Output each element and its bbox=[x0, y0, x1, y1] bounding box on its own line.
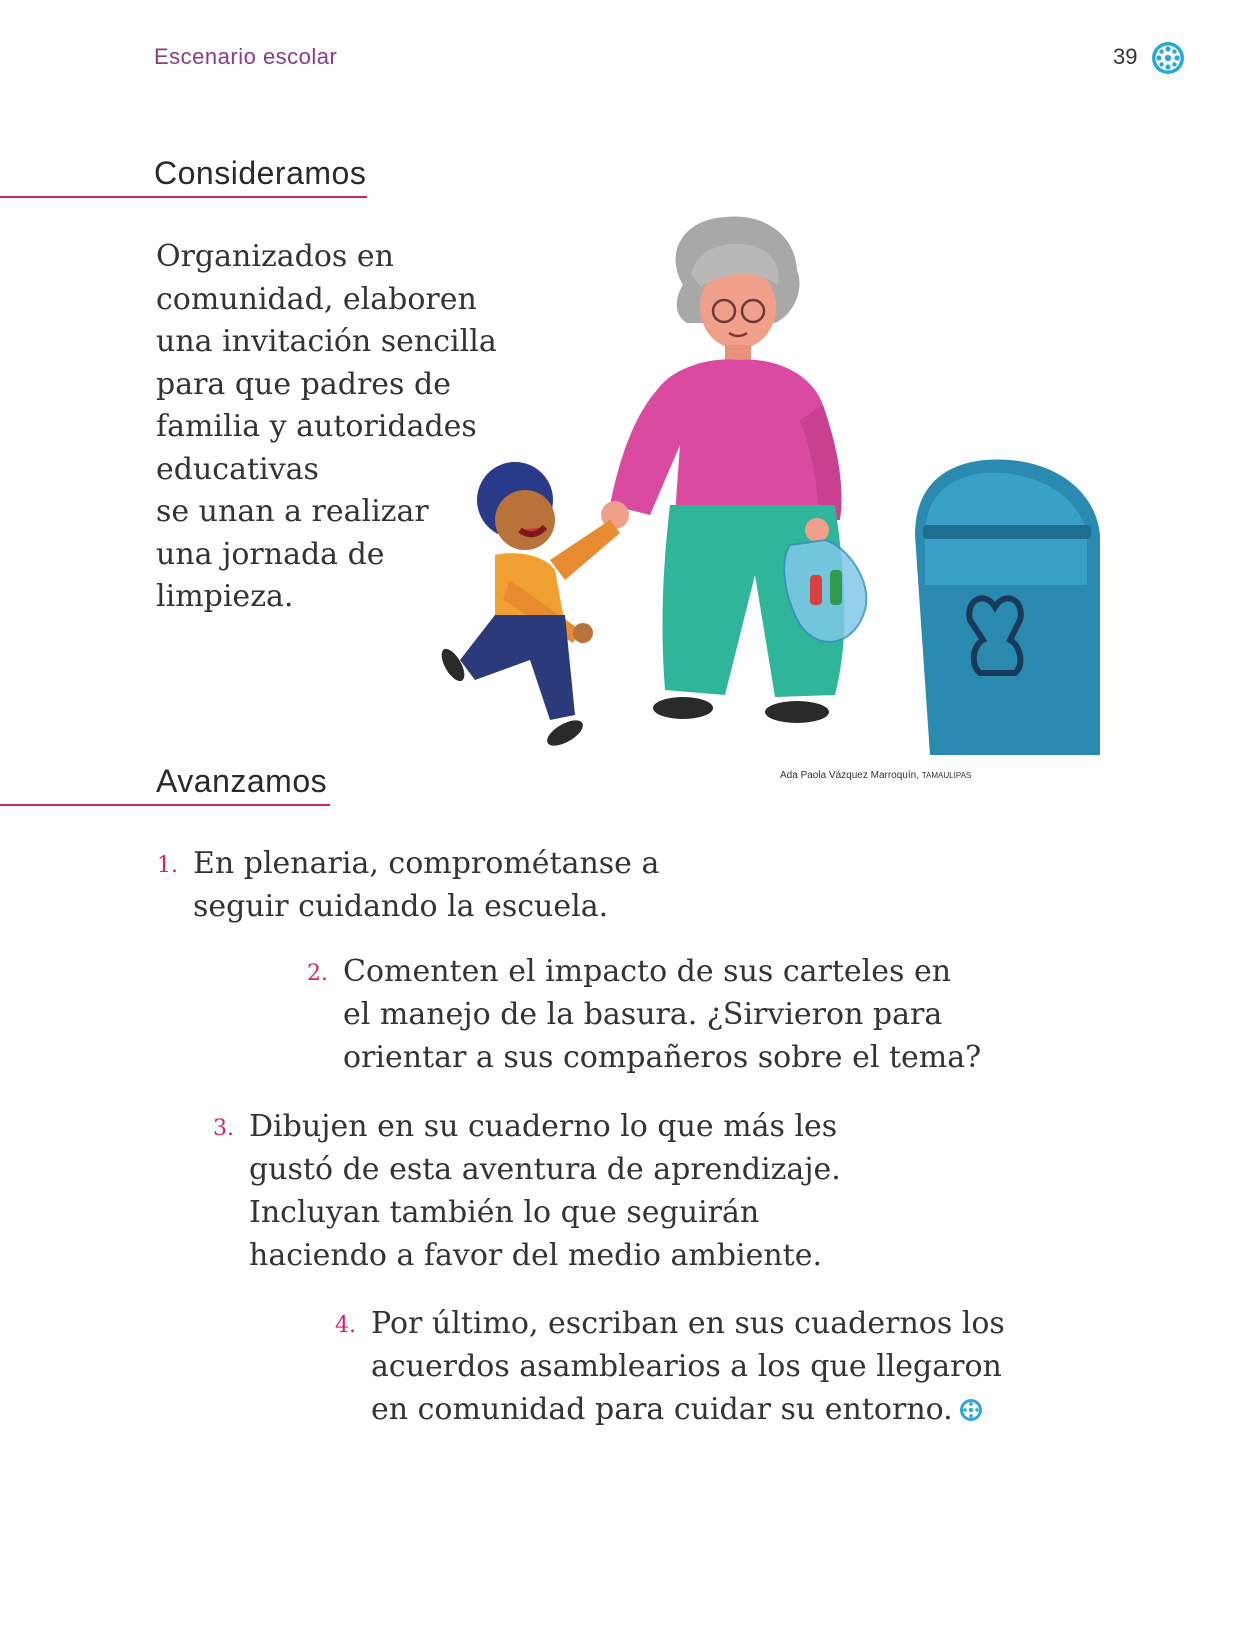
item-line: Dibujen en su cuaderno lo que más les bbox=[249, 1109, 838, 1144]
item-line: Comenten el impacto de sus carteles en bbox=[343, 954, 952, 989]
consideramos-heading: Consideramos bbox=[154, 155, 367, 191]
consideramos-rule bbox=[0, 196, 367, 198]
grandmother-figure bbox=[601, 217, 866, 723]
intro-line: una jornada de bbox=[156, 536, 385, 572]
intro-line: Organizados en bbox=[156, 239, 394, 274]
child-figure bbox=[437, 462, 620, 751]
intro-line: educativas bbox=[156, 451, 319, 487]
avanzamos-rule bbox=[0, 804, 330, 806]
activity-item-4 bbox=[335, 1302, 1005, 1431]
item-line: en comunidad para cuidar su entorno. bbox=[371, 1392, 953, 1427]
illustration-credit bbox=[780, 770, 971, 781]
intro-line: limpieza. bbox=[156, 579, 294, 614]
page-number: 39 bbox=[1113, 44, 1138, 69]
item-line: gustó de esta aventura de aprendizaje. bbox=[249, 1152, 841, 1187]
flower-badge-icon bbox=[1150, 40, 1186, 76]
item-line: orientar a sus compañeros sobre el tema? bbox=[343, 1040, 982, 1075]
avanzamos-heading: Avanzamos bbox=[156, 763, 328, 799]
activity-item-3 bbox=[213, 1105, 841, 1277]
item-number: 4. bbox=[335, 1313, 356, 1338]
intro-line: para que padres de bbox=[156, 366, 451, 402]
intro-line: se unan a realizar bbox=[156, 494, 429, 529]
flower-end-icon bbox=[959, 1398, 983, 1422]
credit-author: Ada Paola Vázquez Marroquín, bbox=[780, 770, 919, 781]
item-line: Por último, escriban en sus cuadernos los bbox=[371, 1306, 1005, 1341]
item-number: 2. bbox=[307, 961, 328, 986]
item-line: el manejo de la basura. ¿Sirvieron para bbox=[343, 997, 943, 1032]
item-line: Incluyan también lo que seguirán bbox=[249, 1195, 760, 1230]
intro-line: comunidad, elaboren bbox=[156, 281, 477, 317]
item-number: 3. bbox=[213, 1116, 234, 1141]
credit-state: TAMAULIPAS bbox=[921, 771, 972, 780]
grandmother-child-recycling-illustration bbox=[425, 215, 1155, 790]
item-line: seguir cuidando la escuela. bbox=[193, 889, 609, 924]
recycling-bin bbox=[915, 459, 1100, 755]
activity-item-1 bbox=[157, 842, 660, 928]
section-name: Escenario escolar bbox=[154, 44, 338, 69]
item-number: 1. bbox=[157, 853, 178, 878]
item-line: acuerdos asamblearios a los que llegaron bbox=[371, 1349, 1002, 1384]
activity-item-2 bbox=[307, 950, 982, 1079]
item-line: En plenaria, comprométanse a bbox=[193, 846, 660, 881]
intro-line: familia y autoridades bbox=[156, 409, 477, 444]
intro-line: una invitación sencilla bbox=[156, 324, 497, 359]
item-line: haciendo a favor del medio ambiente. bbox=[249, 1238, 823, 1273]
